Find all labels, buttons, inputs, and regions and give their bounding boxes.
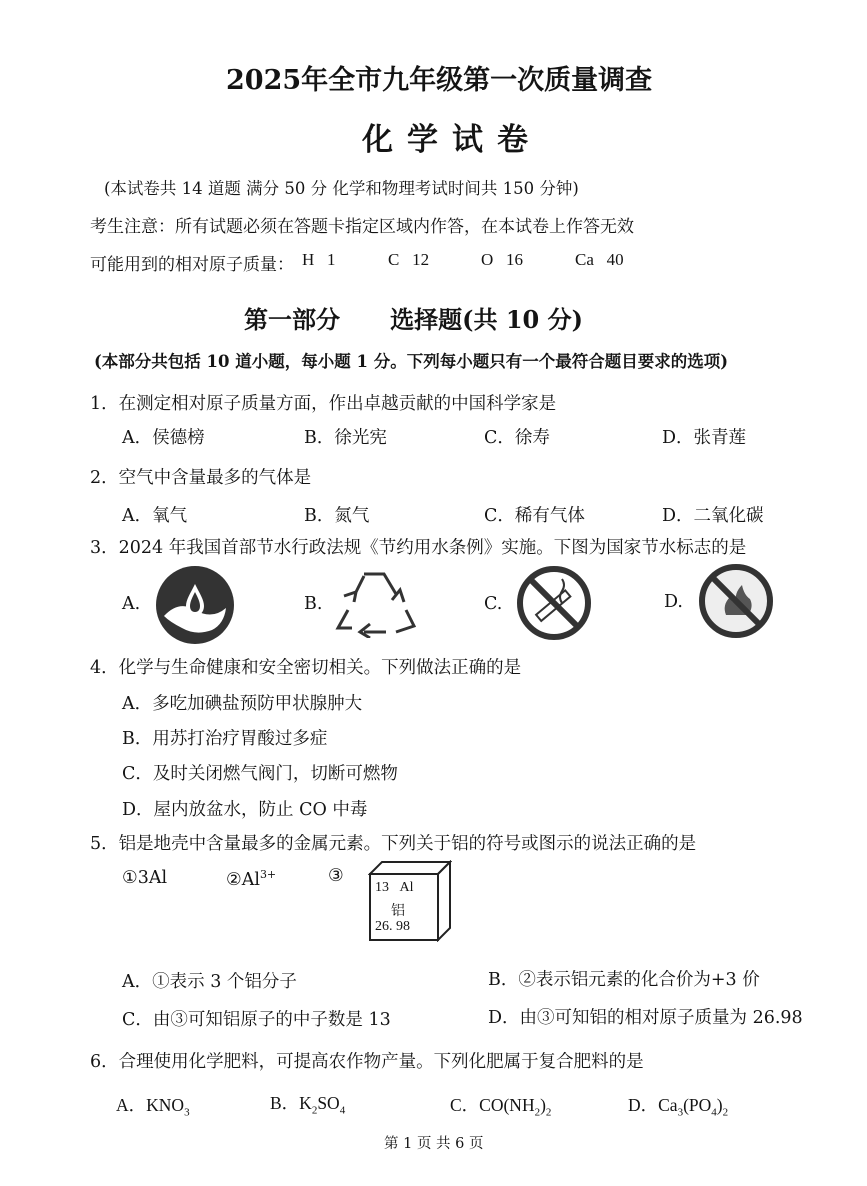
question-3-stem: 3．2024 年我国首部节水行政法规《节约用水条例》实施。下图为国家节水标志的是: [90, 538, 747, 558]
exam-notice: 考生注意：所有试题必须在答题卡指定区域内作答，在本试卷上作答无效: [90, 217, 634, 237]
question-1-option-b: B．徐光宪: [304, 428, 387, 448]
atomic-mass-label: 可能用到的相对原子质量：: [90, 255, 294, 275]
question-2-option-d: D．二氧化碳: [662, 506, 764, 526]
atomic-mass-o: O 16: [481, 250, 524, 269]
no-fire-icon: [698, 563, 774, 643]
question-4-option-d: D．屋内放盆水，防止 CO 中毒: [122, 800, 368, 820]
question-5-stem: 5．铝是地壳中含量最多的金属元素。下列关于铝的符号或图示的说法正确的是: [90, 834, 697, 854]
element-mass: 26. 98: [375, 919, 410, 934]
question-6-option-c: C．$CO(NH_2)_2$: [450, 1095, 552, 1119]
question-1-stem: 1．在测定相对原子质量方面，作出卓越贡献的中国科学家是: [90, 394, 557, 414]
question-2-option-a: A．氧气: [122, 506, 188, 526]
question-5-item-2: $②Al^{3+}$: [226, 868, 277, 890]
atomic-mass-ca: Ca 40: [575, 250, 624, 269]
question-4-option-b: B．用苏打治疗胃酸过多症: [122, 729, 328, 749]
question-5-option-d: D．由③可知铝的相对原子质量为 26.98: [488, 1008, 803, 1028]
question-2-option-c: C．稀有气体: [484, 506, 585, 526]
exam-subtitle: 化学试卷: [362, 122, 542, 158]
atomic-mass-h: H 1: [302, 250, 336, 269]
question-6-option-d: D．$Ca_3(PO_4)_2$: [628, 1095, 729, 1119]
question-5-item-1: ①3Al: [122, 868, 168, 888]
question-4-stem: 4．化学与生命健康和安全密切相关。下列做法正确的是: [90, 658, 522, 678]
question-6-option-b: B．$K_2SO_4$: [270, 1093, 346, 1117]
exam-title: 2025年全市九年级第一次质量调查: [226, 65, 653, 96]
question-3-option-d: D.: [664, 592, 683, 612]
question-5-option-b: B．②表示铝元素的化合价为+3 价: [488, 970, 760, 990]
water-drop-logo-icon: [154, 564, 236, 650]
question-3-option-c: C.: [484, 594, 503, 614]
question-5-option-c: C．由③可知铝原子的中子数是 13: [122, 1010, 391, 1030]
question-6-stem: 6．合理使用化学肥料，可提高农作物产量。下列化肥属于复合肥料的是: [90, 1052, 644, 1072]
element-name: 铝: [391, 903, 405, 919]
question-5-item-3: ③: [328, 866, 344, 886]
question-5-option-a: A．①表示 3 个铝分子: [122, 972, 297, 992]
question-1-option-d: D．张青莲: [662, 428, 747, 448]
question-4-option-a: A．多吃加碘盐预防甲状腺肿大: [122, 694, 363, 714]
question-6-option-a: A．$KNO_3$: [116, 1095, 190, 1119]
page-number: 第 1 页 共 6 页: [384, 1136, 484, 1152]
section-note: (本部分共包括 10 道小题，每小题 1 分。下列每小题只有一个最符合题目要求的选项): [94, 352, 729, 371]
question-3-option-b: B.: [304, 594, 323, 614]
atomic-mass-c: C 12: [388, 250, 430, 269]
question-3-option-a: A.: [122, 594, 141, 614]
question-1-option-c: C．徐寿: [484, 428, 550, 448]
no-smoking-icon: [516, 565, 592, 645]
element-atomic-number: 13 Al: [375, 880, 414, 895]
question-1-option-a: A．侯德榜: [122, 428, 205, 448]
question-2-stem: 2．空气中含量最多的气体是: [90, 468, 312, 488]
question-4-option-c: C．及时关闭燃气阀门，切断可燃物: [122, 764, 398, 784]
question-2-option-b: B．氮气: [304, 506, 370, 526]
section-title: 第一部分 选择题(共 10 分): [244, 305, 583, 334]
recycle-icon: [334, 566, 416, 642]
exam-info: (本试卷共 14 道题 满分 50 分 化学和物理考试时间共 150 分钟): [104, 179, 579, 198]
